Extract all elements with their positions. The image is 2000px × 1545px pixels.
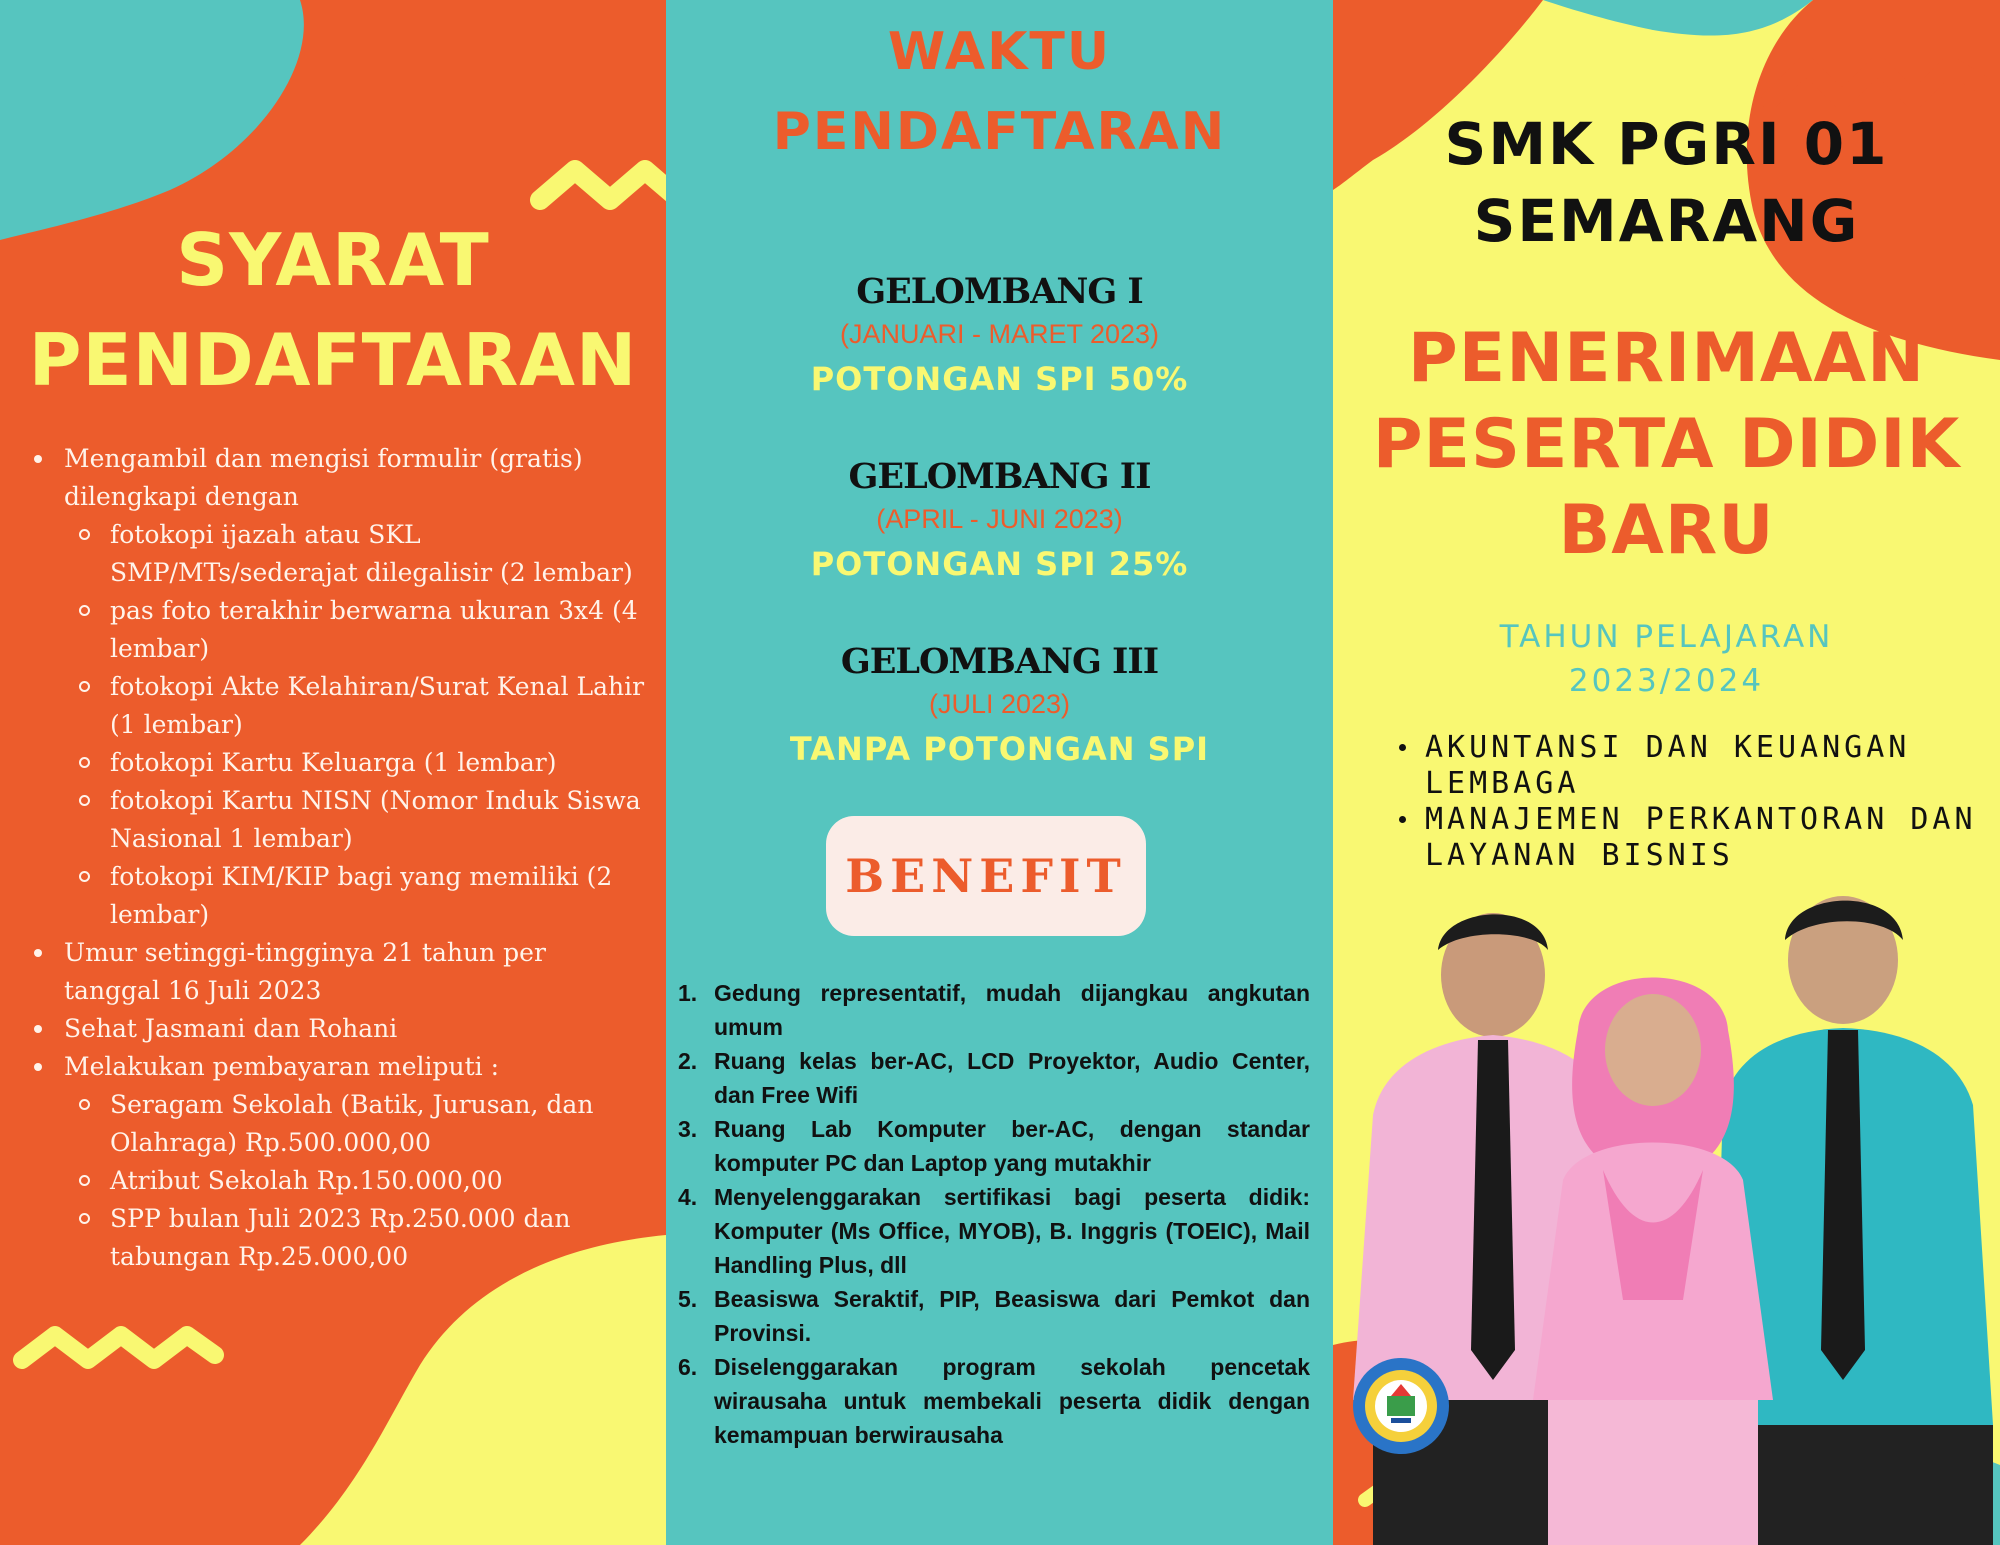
requirements-panel [0, 0, 666, 1545]
benefit-text: Beasiswa Seraktif, PIP, Beasiswa dari Pemkot dan Provinsi. [714, 1286, 1310, 1346]
benefit-text: Menyelenggarakan sertifikasi bagi peserta didik: Komputer (Ms Office, MYOB), B. Inggris (TOEIC), Mail Handling Plus, dll [714, 1184, 1310, 1278]
school-name-line1: SMK PGRI 01 [1444, 110, 1889, 178]
benefit-text: Diselenggarakan program sekolah pencetak wirausaha untuk membekali peserta didik dengan kemampuan berwirausaha [714, 1354, 1310, 1448]
benefit-badge: BENEFIT [826, 816, 1146, 936]
requirement-text: Sehat Jasmani dan Rohani [64, 1014, 398, 1043]
benefit-number: 3. [678, 1116, 698, 1142]
benefit-text: Ruang Lab Komputer ber-AC, dengan standar komputer PC dan Laptop yang mutakhir [714, 1116, 1310, 1176]
wave-name: GELOMBANG III [840, 641, 1159, 682]
wave-discount: TANPA POTONGAN SPI [789, 730, 1210, 768]
requirements-title-line2: PENDAFTARAN [28, 318, 638, 402]
benefit-number: 4. [678, 1184, 698, 1210]
requirement-subitem: fotokopi Akte Kelahiran/Surat Kenal Lahir (1 lembar) [64, 668, 648, 744]
requirement-sublist [64, 516, 648, 934]
wave-1-block [666, 270, 1333, 404]
requirements-list [28, 440, 648, 1276]
benefit-item [678, 1180, 1310, 1282]
requirements-title-line1: SYARAT [176, 218, 490, 302]
benefit-item [678, 976, 1310, 1044]
benefit-text: Gedung representatif, mudah dijangkau angkutan umum [714, 980, 1310, 1040]
benefit-item [678, 1044, 1310, 1112]
requirement-item [28, 440, 648, 934]
requirement-text: Melakukan pembayaran meliputi : [64, 1052, 499, 1081]
benefit-item [678, 1112, 1310, 1180]
cover-panel [1333, 0, 2000, 1545]
headline-line3: BARU [1558, 491, 1775, 570]
schedule-title-line2: PENDAFTARAN [772, 102, 1227, 162]
academic-year-label: TAHUN PELAJARAN [1499, 619, 1834, 655]
wave-2-block [666, 455, 1333, 589]
majors-list [1393, 730, 1993, 874]
requirement-subitem: SPP bulan Juli 2023 Rp.250.000 dan tabungan Rp.25.000,00 [64, 1200, 648, 1276]
requirement-subitem: fotokopi Kartu NISN (Nomor Induk Siswa Nasional 1 lembar) [64, 782, 648, 858]
wave-3-block [666, 640, 1333, 774]
benefit-number: 1. [678, 980, 698, 1006]
wave-period: (JULI 2023) [928, 689, 1071, 719]
requirement-item [28, 934, 648, 1010]
requirement-subitem: Atribut Sekolah Rp.150.000,00 [64, 1162, 648, 1200]
benefit-item [678, 1282, 1310, 1350]
school-logo-icon [1351, 1356, 1451, 1456]
headline-line1: PENERIMAAN [1407, 319, 1926, 398]
wave-name: GELOMBANG II [848, 456, 1151, 497]
headline-line2: PESERTA DIDIK [1372, 405, 1961, 484]
requirement-text: Mengambil dan mengisi formulir (gratis) dilengkapi dengan [64, 444, 583, 511]
wave-discount: POTONGAN SPI 50% [810, 360, 1189, 398]
requirement-item [28, 1010, 648, 1048]
requirement-subitem: fotokopi ijazah atau SKL SMP/MTs/sederajat dilegalisir (2 lembar) [64, 516, 648, 592]
requirement-subitem: Seragam Sekolah (Batik, Jurusan, dan Olahraga) Rp.500.000,00 [64, 1086, 648, 1162]
benefit-text: Ruang kelas ber-AC, LCD Proyektor, Audio Center, dan Free Wifi [714, 1048, 1310, 1108]
benefit-number: 2. [678, 1048, 698, 1074]
wave-period: (JANUARI - MARET 2023) [839, 319, 1160, 349]
major-item: MANAJEMEN PERKANTORAN DAN LAYANAN BISNIS [1393, 802, 1993, 874]
major-item: AKUNTANSI DAN KEUANGAN LEMBAGA [1393, 730, 1993, 802]
school-name-line2: SEMARANG [1473, 187, 1860, 255]
academic-year-value: 2023/2024 [1568, 663, 1765, 699]
benefit-list [678, 976, 1310, 1452]
schedule-title-line1: WAKTU [887, 22, 1112, 82]
requirement-subitem: fotokopi KIM/KIP bagi yang memiliki (2 lembar) [64, 858, 648, 934]
benefit-item [678, 1350, 1310, 1452]
requirement-text: Umur setinggi-tingginya 21 tahun per tanggal 16 Juli 2023 [64, 938, 546, 1005]
wave-period: (APRIL - JUNI 2023) [876, 504, 1123, 534]
benefit-number: 5. [678, 1286, 698, 1312]
requirement-item [28, 1048, 648, 1276]
requirement-subitem: fotokopi Kartu Keluarga (1 lembar) [64, 744, 648, 782]
requirement-subitem: pas foto terakhir berwarna ukuran 3x4 (4 lembar) [64, 592, 648, 668]
wave-discount: POTONGAN SPI 25% [810, 545, 1189, 583]
schedule-panel [666, 0, 1333, 1545]
wave-name: GELOMBANG I [856, 271, 1143, 312]
yellow-zigzag-decoration-bottom [10, 1320, 230, 1390]
benefit-number: 6. [678, 1354, 698, 1380]
requirement-sublist [64, 1086, 648, 1276]
